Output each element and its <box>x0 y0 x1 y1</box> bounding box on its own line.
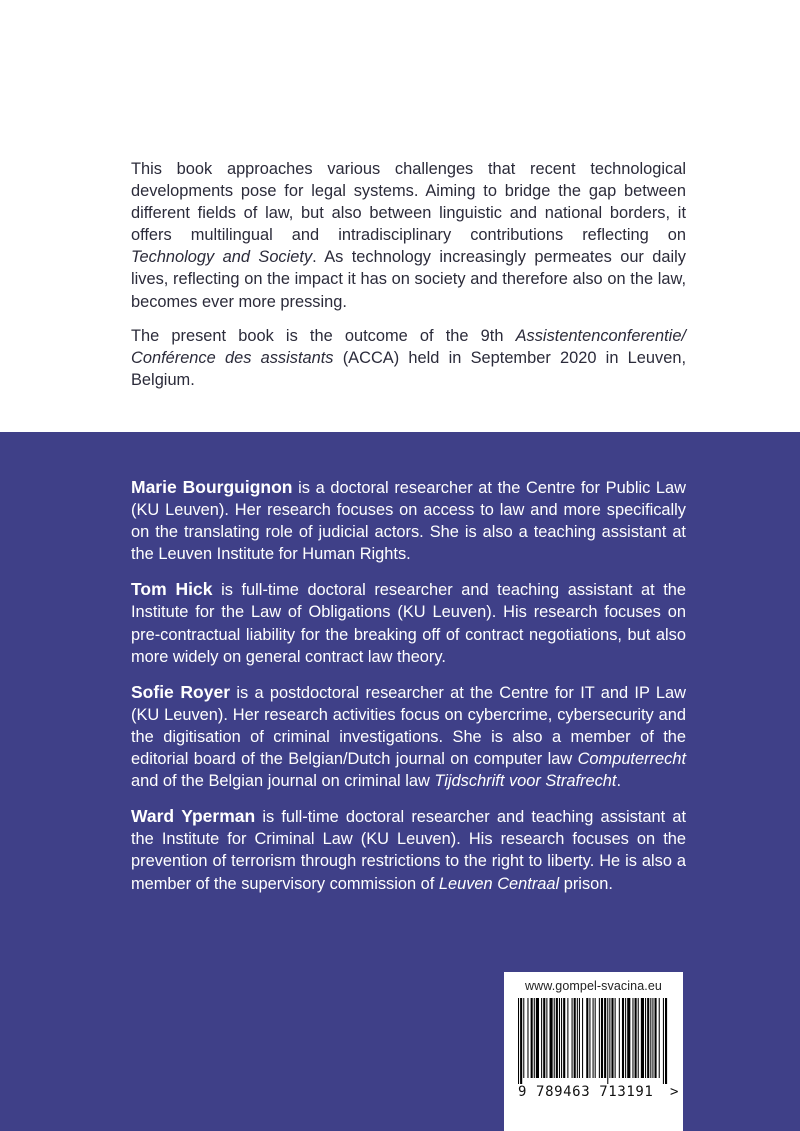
description-paragraph-2: The present book is the outcome of the 9th Assistentenconferentie/ Conférence des assistants (ACCA) held in September 2020 in Leuven, Belgium. <box>131 326 686 389</box>
author-bio-yperman: Ward Yperman is full-time doctoral researcher and teaching assistant at the Institute for Criminal Law (KU Leuven). His research focuses on the prevention of terrorism through restrictions to the right to liberty. He is also a member of the supervisory commission of Leuven Centraal prison. <box>131 806 687 893</box>
book-description <box>131 158 686 403</box>
barcode-bar <box>632 998 633 1078</box>
barcode-bar <box>543 998 545 1078</box>
barcode-bar <box>536 998 539 1078</box>
barcode-bar <box>593 998 594 1078</box>
emphasis-technology-and-society: Technology and Society <box>131 248 313 267</box>
barcode-bar <box>604 998 606 1078</box>
barcode-bar <box>589 998 590 1078</box>
barcode-bar <box>599 998 600 1078</box>
barcode-bar <box>541 998 542 1078</box>
barcode-bar <box>561 998 562 1078</box>
publisher-url[interactable]: www.gompel-svacina.eu <box>525 979 662 993</box>
author-name: Sofie Royer <box>131 681 231 702</box>
barcode-bar <box>652 998 653 1078</box>
barcode-bar <box>527 998 528 1078</box>
author-bio-hick: Tom Hick is full-time doctoral researcher and teaching assistant at the Institute for the Law of Obligations (KU Leuven). His research focuses on pre-contractual liability for the breaking off of contract negotiations, but also more widely on general contract law theory. <box>131 579 687 666</box>
arrow-glyph: > <box>670 1084 680 1100</box>
barcode-panel <box>504 972 683 1131</box>
barcode-bar <box>595 998 596 1078</box>
barcode-bar <box>638 998 639 1078</box>
barcode-bar <box>523 998 524 1078</box>
barcode-bar <box>611 998 613 1078</box>
barcode-bar <box>655 998 657 1078</box>
isbn-number: 9 789463 713191 > <box>518 1084 680 1100</box>
barcode-bar <box>650 998 651 1078</box>
barcode-bar <box>563 998 565 1078</box>
barcode-bar <box>601 998 603 1078</box>
author-bios <box>131 476 686 908</box>
barcode-bar <box>582 998 583 1078</box>
barcode-bar <box>534 998 535 1078</box>
barcode-bar <box>647 998 649 1078</box>
barcode-bar <box>635 998 637 1078</box>
author-name: Ward Yperman <box>131 806 256 827</box>
description-section <box>0 0 800 432</box>
barcode-bar <box>579 998 580 1078</box>
barcode-bar <box>546 998 547 1078</box>
barcode-bar <box>567 998 568 1078</box>
barcode-bar <box>625 998 626 1078</box>
barcode-bar <box>520 998 522 1084</box>
barcode-bar <box>574 998 576 1078</box>
barcode-bar <box>665 998 667 1084</box>
barcode-bar <box>554 998 555 1078</box>
barcode-bar <box>577 998 578 1078</box>
barcode-bar <box>556 998 558 1078</box>
barcode-bar <box>645 998 646 1078</box>
author-bio-bourguignon: Marie Bourguignon is a doctoral researcher at the Centre for Public Law (KU Leuven). Her research focuses on access to law and more specifically on the translating role of judicial actors. She is also a teaching assistant at the Leuven Institute for Human Rights. <box>131 477 687 564</box>
barcode-bar <box>659 998 660 1078</box>
barcode-bar <box>615 998 616 1078</box>
isbn-barcode <box>516 998 671 1084</box>
barcode-bar <box>641 998 644 1078</box>
description-paragraph-1: This book approaches various challenges that recent technological developments pose for legal systems. Aiming to bridge the gap between different fields of law, but also between linguistic and national borders, it offers multilingual and intradisciplinary contributions reflecting on Technology and Society. As technology increasingly permeates our daily lives, reflecting on the impact it has on society and therefore also on the law, becomes ever more pressing. <box>131 160 687 311</box>
barcode-bar <box>572 998 573 1078</box>
author-name: Marie Bourguignon <box>131 477 293 497</box>
barcode-bar <box>586 998 588 1078</box>
barcode-bar <box>607 998 608 1084</box>
author-bio-royer: Sofie Royer is a postdoctoral researcher at the Centre for IT and IP Law (KU Leuven). Her research activities focus on cybercrime, cybersecurity and the digitisation of criminal investigations. She is also a member of the editorial board of the Belgian/Dutch journal on computer law Computerrecht and of the Belgian journal on criminal law Tijdschrift voor Strafrecht. <box>131 681 687 791</box>
author-name: Tom Hick <box>131 579 213 600</box>
barcode-bar <box>518 998 519 1084</box>
barcode-bar <box>550 998 553 1078</box>
barcode-bar <box>609 998 610 1078</box>
barcode-bar <box>559 998 560 1078</box>
barcode-bar <box>531 998 533 1078</box>
barcode-bar <box>622 998 624 1078</box>
barcode-bar <box>663 998 664 1084</box>
emphasis-conference-name: Assistentenconferentie/ Conférence des assistants <box>131 326 686 367</box>
barcode-bar <box>627 998 630 1078</box>
barcode-bar <box>619 998 620 1078</box>
